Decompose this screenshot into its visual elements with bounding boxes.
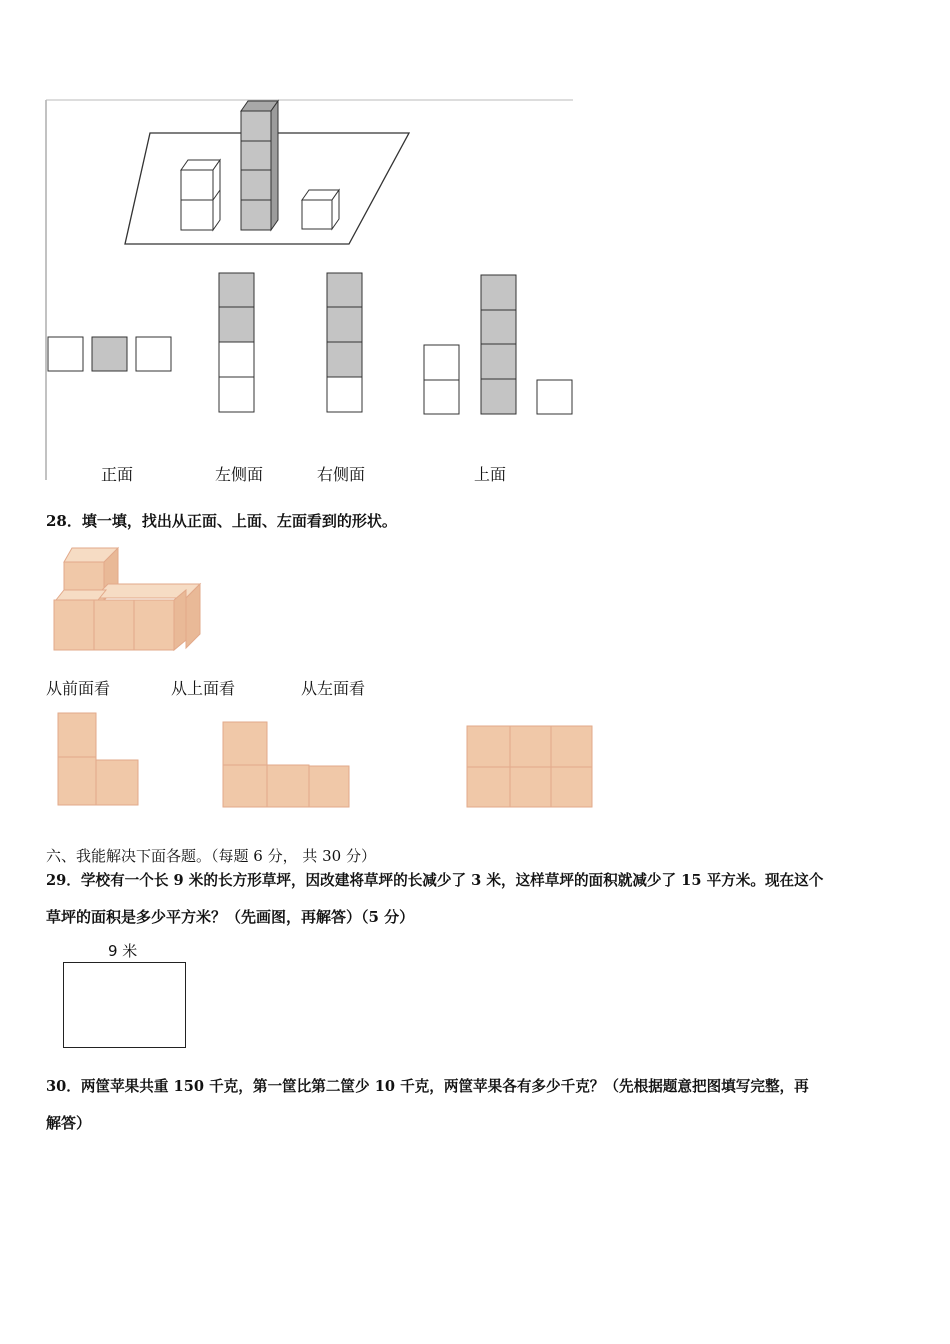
right-side-view-squares bbox=[327, 273, 362, 412]
label-front: 正面 bbox=[101, 465, 134, 484]
lawn-length-label: 9 米 bbox=[108, 942, 138, 960]
grey-cube-stack-4 bbox=[241, 101, 278, 230]
lawn-rectangle bbox=[63, 962, 186, 1048]
answer-shape-2 bbox=[220, 718, 355, 813]
answer-shape-3 bbox=[464, 722, 599, 812]
label-left-side: 左侧面 bbox=[215, 465, 264, 484]
white-cube-single bbox=[302, 190, 339, 229]
question-30-line2: 解答） bbox=[46, 1114, 92, 1132]
label-from-front: 从前面看 bbox=[46, 679, 111, 698]
label-from-top: 从上面看 bbox=[171, 679, 236, 698]
label-top: 上面 bbox=[474, 465, 507, 484]
question-29-line1: 29．学校有一个长 9 米的长方形草坪，因改建将草坪的长减少了 3 米，这样草坪的面积就减少了 15 平方米。现在这个 bbox=[46, 872, 824, 889]
left-side-view-squares bbox=[219, 273, 254, 412]
top-view-squares bbox=[424, 275, 572, 414]
cube-views-figure bbox=[40, 95, 600, 495]
answer-shape-1 bbox=[55, 710, 145, 810]
white-cube-stack-2 bbox=[181, 160, 220, 230]
question-30-line1: 30．两筐苹果共重 150 千克，第一筐比第二筐少 10 千克，两筐苹果各有多少千克？（先根据题意把图填写完整，再 bbox=[46, 1078, 809, 1095]
question-29-line2: 草坪的面积是多少平方米？（先画图，再解答）（5 分） bbox=[46, 908, 415, 926]
label-right-side: 右侧面 bbox=[317, 465, 366, 484]
front-view-squares bbox=[48, 337, 171, 371]
tan-cube-figure bbox=[50, 540, 210, 665]
section-6-heading: 六、我能解决下面各题。（每题 6 分， 共 30 分） bbox=[46, 847, 376, 865]
question-28-text: 28．填一填，找出从正面、上面、左面看到的形状。 bbox=[46, 512, 397, 530]
label-from-left: 从左面看 bbox=[301, 679, 366, 698]
